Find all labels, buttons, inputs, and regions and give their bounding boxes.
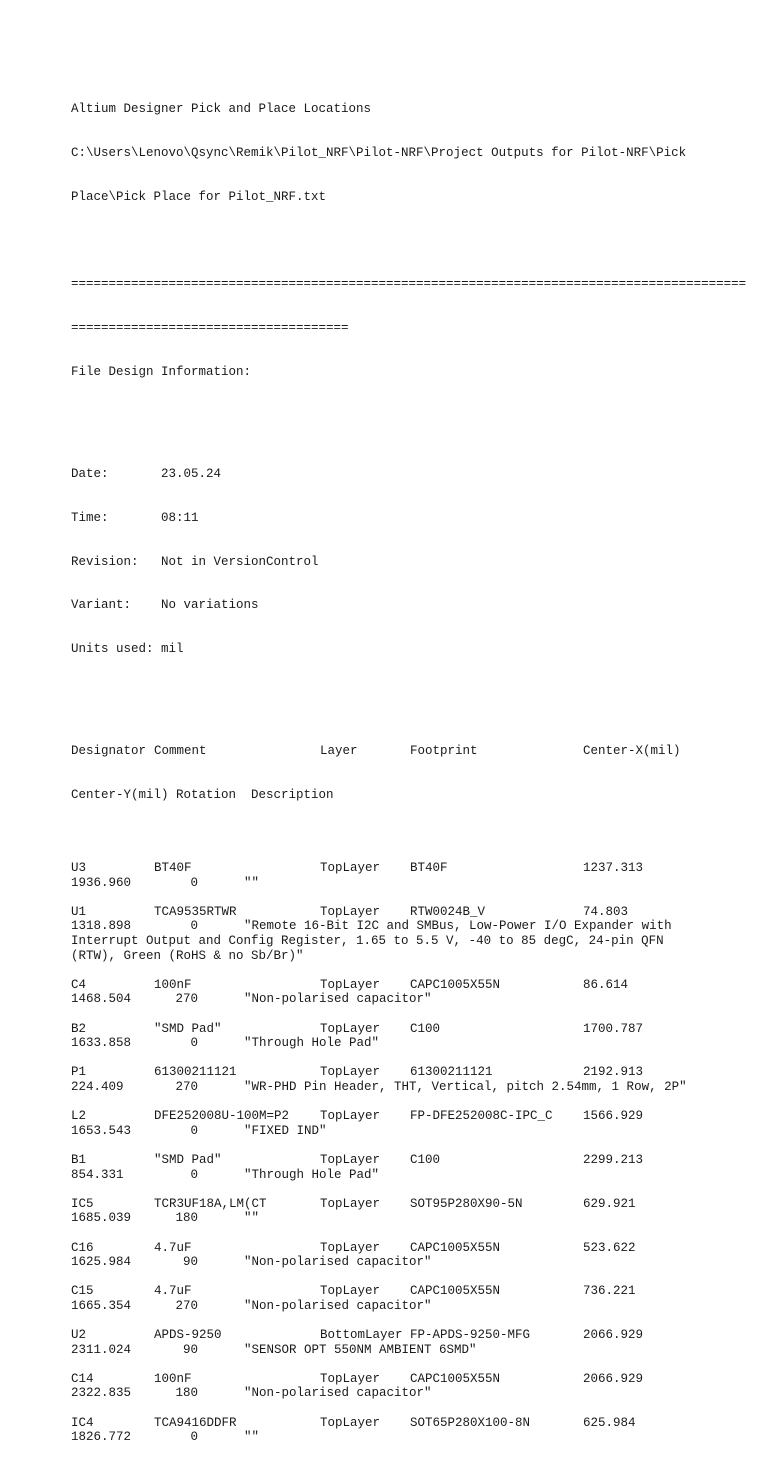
component-row-continued — [71, 1430, 751, 1445]
component-description: "Through Hole Pad" — [244, 1167, 380, 1182]
component-row — [71, 861, 751, 876]
component-center-x: 1566.929 — [583, 1109, 644, 1124]
component-row-continued — [71, 919, 751, 934]
component-row — [71, 1372, 751, 1387]
component-description: "" — [244, 1430, 260, 1445]
blank-line — [71, 1313, 751, 1328]
column-header-center-x: Center-X(mil) — [583, 744, 681, 759]
component-row-continued — [71, 876, 751, 891]
component-designator: C4 — [71, 977, 87, 992]
blank-line — [71, 1095, 751, 1110]
column-header-rotation: Rotation — [176, 788, 237, 803]
component-description: "Non-polarised capacitor" — [244, 992, 432, 1007]
component-designator: B1 — [71, 1152, 87, 1167]
component-row — [71, 1153, 751, 1168]
blank-line — [71, 234, 751, 249]
component-rotation: 0 — [190, 1123, 198, 1138]
component-rotation: 90 — [182, 1342, 198, 1357]
info-row-date — [71, 467, 751, 482]
component-center-x: 625.984 — [583, 1415, 636, 1430]
component-layer: TopLayer — [320, 904, 381, 919]
component-comment: DFE252008U-100M=P2 — [154, 1109, 290, 1124]
component-description: "SENSOR OPT 550NM AMBIENT 6SMD" — [244, 1342, 477, 1357]
component-footprint: SOT65P280X100-8N — [410, 1415, 531, 1430]
component-row — [71, 905, 751, 920]
component-description: "Non-polarised capacitor" — [244, 1386, 432, 1401]
component-footprint: CAPC1005X55N — [410, 1371, 501, 1386]
component-designator: C14 — [71, 1371, 94, 1386]
component-center-x: 736.221 — [583, 1284, 636, 1299]
component-footprint: CAPC1005X55N — [410, 1240, 501, 1255]
component-description: "" — [244, 875, 260, 890]
blank-line — [71, 1401, 751, 1416]
component-center-x: 2299.213 — [583, 1152, 644, 1167]
component-comment: 61300211121 — [154, 1065, 237, 1080]
component-designator: IC5 — [71, 1196, 94, 1211]
component-designator: B2 — [71, 1021, 87, 1036]
info-label: Variant: — [71, 598, 132, 613]
blank-line — [71, 1007, 751, 1022]
component-center-x: 1237.313 — [583, 861, 644, 876]
component-rotation: 0 — [190, 1430, 198, 1445]
component-rotation: 270 — [175, 1079, 198, 1094]
info-row-variant — [71, 598, 751, 613]
component-designator: IC4 — [71, 1415, 94, 1430]
component-footprint: BT40F — [410, 861, 448, 876]
component-designator: P1 — [71, 1065, 87, 1080]
blank-line — [71, 890, 751, 905]
component-rotation: 180 — [175, 1211, 198, 1226]
component-row — [71, 1328, 751, 1343]
component-footprint: CAPC1005X55N — [410, 1284, 501, 1299]
component-footprint: SOT95P280X90-5N — [410, 1196, 523, 1211]
info-label: Date: — [71, 467, 109, 482]
pick-place-report — [71, 73, 751, 1474]
component-list — [71, 846, 751, 1444]
component-comment: 4.7uF — [154, 1284, 192, 1299]
component-layer: BottomLayer — [320, 1328, 403, 1343]
column-header-layer: Layer — [320, 744, 358, 759]
component-rotation: 180 — [175, 1386, 198, 1401]
component-row-continued — [71, 1080, 751, 1095]
component-center-x: 74.803 — [583, 904, 629, 919]
component-comment: "SMD Pad" — [154, 1152, 222, 1167]
component-center-y: 1665.354 — [71, 1298, 132, 1313]
component-center-x: 629.921 — [583, 1196, 636, 1211]
component-designator: U3 — [71, 861, 87, 876]
component-description: "" — [244, 1211, 260, 1226]
component-center-y: 224.409 — [71, 1079, 124, 1094]
column-header-description: Description — [251, 788, 334, 803]
component-rotation: 0 — [190, 919, 198, 934]
component-layer: TopLayer — [320, 1021, 381, 1036]
component-row-continued — [71, 1124, 751, 1139]
component-layer: TopLayer — [320, 977, 381, 992]
component-layer: TopLayer — [320, 1065, 381, 1080]
component-comment: 4.7uF — [154, 1240, 192, 1255]
component-center-y: 1685.039 — [71, 1211, 132, 1226]
blank-line — [71, 686, 751, 701]
component-footprint: CAPC1005X55N — [410, 977, 501, 992]
component-designator: C16 — [71, 1240, 94, 1255]
info-row-time — [71, 511, 751, 526]
component-comment: BT40F — [154, 861, 192, 876]
separator-line: ===================================== — [71, 321, 349, 336]
component-center-y: 1318.898 — [71, 919, 132, 934]
component-description: "Non-polarised capacitor" — [244, 1298, 432, 1313]
component-description: "FIXED IND" — [244, 1123, 327, 1138]
file-path-line-1: C:\Users\Lenovo\Qsync\Remik\Pilot_NRF\Pilot-NRF\Project Outputs for Pilot-NRF\Pick — [71, 145, 687, 160]
component-row-continued — [71, 1036, 751, 1051]
component-layer: TopLayer — [320, 1415, 381, 1430]
component-center-x: 1700.787 — [583, 1021, 644, 1036]
blank-line — [71, 1226, 751, 1241]
component-center-x: 523.622 — [583, 1240, 636, 1255]
component-footprint: C100 — [410, 1152, 441, 1167]
component-center-x: 2192.913 — [583, 1065, 644, 1080]
info-value: 23.05.24 — [161, 467, 222, 482]
component-row-continued — [71, 1343, 751, 1358]
component-footprint: RTW0024B_V — [410, 904, 486, 919]
component-center-x: 2066.929 — [583, 1328, 644, 1343]
column-header-center-y: Center-Y(mil) — [71, 788, 169, 803]
column-header-row-continued — [71, 788, 751, 803]
component-description: "WR-PHD Pin Header, THT, Vertical, pitch 2.54mm, 1 Row, 2P" — [244, 1079, 687, 1094]
column-header-footprint: Footprint — [410, 744, 478, 759]
component-rotation: 0 — [190, 875, 198, 890]
component-row — [71, 978, 751, 993]
blank-line — [71, 846, 751, 861]
component-layer: TopLayer — [320, 1196, 381, 1211]
component-layer: TopLayer — [320, 1152, 381, 1167]
component-row-continued — [71, 1168, 751, 1183]
component-footprint: C100 — [410, 1021, 441, 1036]
component-row — [71, 1241, 751, 1256]
info-label: Time: — [71, 510, 109, 525]
component-designator: U1 — [71, 904, 87, 919]
file-path-line-2: Place\Pick Place for Pilot_NRF.txt — [71, 189, 327, 204]
component-comment: TCR3UF18A,LM(CT — [154, 1196, 267, 1211]
component-center-y: 1633.858 — [71, 1036, 132, 1051]
component-row — [71, 1197, 751, 1212]
component-designator: L2 — [71, 1109, 87, 1124]
component-comment: 100nF — [154, 977, 192, 992]
component-footprint: FP-APDS-9250-MFG — [410, 1328, 531, 1343]
component-center-x: 2066.929 — [583, 1371, 644, 1386]
component-center-x: 86.614 — [583, 977, 629, 992]
component-designator: U2 — [71, 1328, 87, 1343]
info-label: Units used: — [71, 642, 154, 657]
column-header-row — [71, 744, 751, 759]
separator-line: ========================================================================================== — [71, 277, 747, 292]
component-row — [71, 1284, 751, 1299]
component-layer: TopLayer — [320, 1284, 381, 1299]
component-comment: 100nF — [154, 1371, 192, 1386]
component-comment: "SMD Pad" — [154, 1021, 222, 1036]
blank-line — [71, 1270, 751, 1285]
component-rotation: 90 — [182, 1255, 198, 1270]
component-center-y: 2311.024 — [71, 1342, 132, 1357]
component-row-continued — [71, 1211, 751, 1226]
component-center-y: 2322.835 — [71, 1386, 132, 1401]
blank-line — [71, 1357, 751, 1372]
component-comment: TCA9416DDFR — [154, 1415, 237, 1430]
component-description: "Remote 16-Bit I2C and SMBus, Low-Power I/O Expander with — [244, 919, 672, 934]
blank-line — [71, 963, 751, 978]
info-row-revision — [71, 555, 751, 570]
blank-line — [71, 1051, 751, 1066]
component-rotation: 0 — [190, 1167, 198, 1182]
component-center-y: 1653.543 — [71, 1123, 132, 1138]
component-row — [71, 1109, 751, 1124]
component-footprint: 61300211121 — [410, 1065, 493, 1080]
component-row — [71, 1065, 751, 1080]
info-value: mil — [161, 642, 184, 657]
info-row-units — [71, 642, 751, 657]
blank-line — [71, 409, 751, 424]
component-layer: TopLayer — [320, 1240, 381, 1255]
component-center-y: 1468.504 — [71, 992, 132, 1007]
component-center-y: 854.331 — [71, 1167, 124, 1182]
column-header-designator: Designator — [71, 744, 147, 759]
component-description-continued: (RTW), Green (RoHS & no Sb/Br)" — [71, 948, 304, 963]
component-layer: TopLayer — [320, 1109, 381, 1124]
component-row-continued — [71, 1299, 751, 1314]
section-title: File Design Information: — [71, 364, 252, 379]
info-label: Revision: — [71, 554, 139, 569]
component-footprint: FP-DFE252008C-IPC_C — [410, 1109, 553, 1124]
component-center-y: 1826.772 — [71, 1430, 132, 1445]
info-value: Not in VersionControl — [161, 554, 319, 569]
component-center-y: 1625.984 — [71, 1255, 132, 1270]
component-row-continued — [71, 1386, 751, 1401]
component-row-continued — [71, 1255, 751, 1270]
component-layer: TopLayer — [320, 1371, 381, 1386]
info-value: No variations — [161, 598, 259, 613]
component-center-y: 1936.960 — [71, 875, 132, 890]
component-layer: TopLayer — [320, 861, 381, 876]
component-rotation: 0 — [190, 1036, 198, 1051]
component-comment: APDS-9250 — [154, 1328, 222, 1343]
info-value: 08:11 — [161, 510, 199, 525]
blank-line — [71, 1138, 751, 1153]
component-comment: TCA9535RTWR — [154, 904, 237, 919]
component-row — [71, 1416, 751, 1431]
component-designator: C15 — [71, 1284, 94, 1299]
component-rotation: 270 — [175, 1298, 198, 1313]
component-description: "Through Hole Pad" — [244, 1036, 380, 1051]
component-row-continued — [71, 992, 751, 1007]
component-rotation: 270 — [175, 992, 198, 1007]
blank-line — [71, 1182, 751, 1197]
report-title: Altium Designer Pick and Place Locations — [71, 102, 372, 117]
component-description: "Non-polarised capacitor" — [244, 1255, 432, 1270]
column-header-comment: Comment — [154, 744, 207, 759]
component-description-continued: Interrupt Output and Config Register, 1.65 to 5.5 V, -40 to 85 degC, 24-pin QFN — [71, 934, 664, 949]
